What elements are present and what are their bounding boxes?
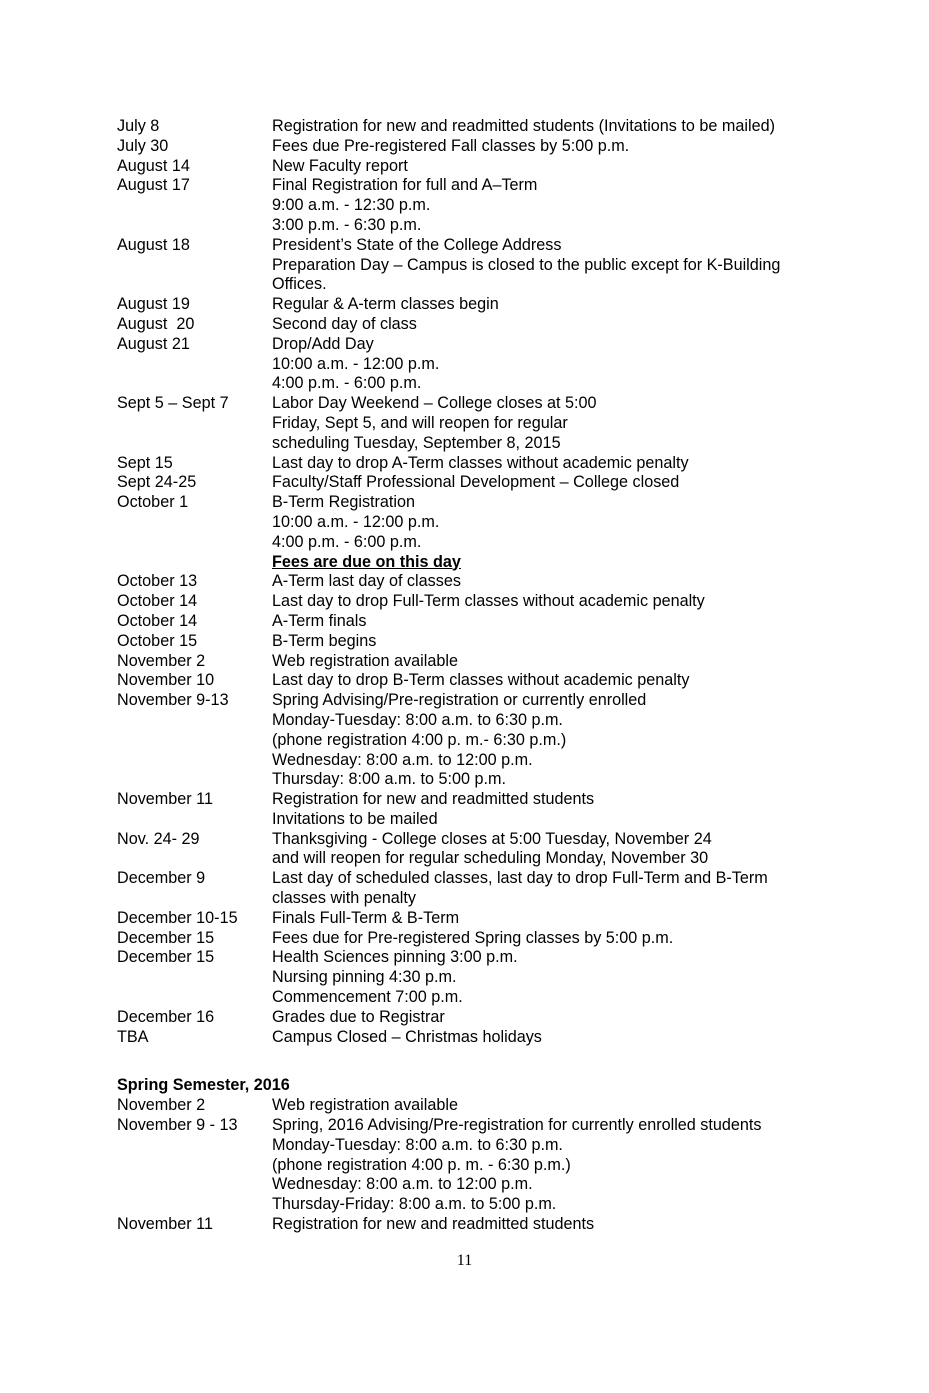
schedule-description bbox=[272, 1028, 837, 1048]
description-line: Thanksgiving - College closes at 5:00 Tuesday, November 24 bbox=[272, 829, 712, 848]
schedule-date: December 10-15 bbox=[117, 908, 238, 927]
schedule-description bbox=[272, 671, 837, 691]
description-line: Faculty/Staff Professional Development – College closed bbox=[272, 473, 680, 492]
schedule-description bbox=[272, 948, 837, 1007]
description-line: Health Sciences pinning 3:00 p.m. bbox=[272, 948, 518, 967]
schedule-description bbox=[272, 929, 837, 949]
description-line: A-Term last day of classes bbox=[272, 572, 461, 591]
schedule-date: October 14 bbox=[117, 592, 198, 611]
fall-schedule bbox=[117, 117, 837, 1047]
spring-schedule bbox=[117, 1096, 837, 1235]
schedule-date: December 15 bbox=[117, 948, 215, 967]
schedule-description bbox=[272, 236, 837, 295]
schedule-row bbox=[117, 1008, 837, 1028]
schedule-row bbox=[117, 869, 837, 909]
schedule-row bbox=[117, 157, 837, 177]
schedule-date: August 20 bbox=[117, 314, 195, 333]
description-line: 10:00 a.m. - 12:00 p.m. bbox=[272, 354, 440, 373]
schedule-row bbox=[117, 295, 837, 315]
schedule-date: November 10 bbox=[117, 671, 215, 690]
description-line: B-Term Registration bbox=[272, 493, 416, 512]
description-line: Preparation Day – Campus is closed to the public except for K-Building bbox=[272, 255, 781, 274]
description-line: and will reopen for regular scheduling Monday, November 30 bbox=[272, 849, 709, 868]
schedule-row bbox=[117, 315, 837, 335]
description-line: classes with penalty bbox=[272, 889, 416, 908]
schedule-description bbox=[272, 493, 837, 572]
schedule-description bbox=[272, 572, 837, 592]
schedule-description bbox=[272, 830, 837, 870]
schedule-row bbox=[117, 1028, 837, 1048]
schedule-row bbox=[117, 830, 837, 870]
description-line: A-Term finals bbox=[272, 611, 367, 630]
description-line: President’s State of the College Address bbox=[272, 235, 562, 254]
schedule-description bbox=[272, 1215, 837, 1235]
description-line: scheduling Tuesday, September 8, 2015 bbox=[272, 433, 561, 452]
schedule-row bbox=[117, 1215, 837, 1235]
schedule-description bbox=[272, 790, 837, 830]
schedule-date: August 14 bbox=[117, 156, 190, 175]
schedule-row bbox=[117, 473, 837, 493]
description-line: Monday-Tuesday: 8:00 a.m. to 6:30 p.m. bbox=[272, 710, 563, 729]
schedule-row bbox=[117, 691, 837, 790]
description-line: (phone registration 4:00 p. m.- 6:30 p.m.) bbox=[272, 730, 567, 749]
schedule-row bbox=[117, 394, 837, 453]
schedule-row bbox=[117, 1096, 837, 1116]
schedule-description bbox=[272, 295, 837, 315]
schedule-row bbox=[117, 236, 837, 295]
description-line: Wednesday: 8:00 a.m. to 12:00 p.m. bbox=[272, 750, 533, 769]
schedule-date: November 11 bbox=[117, 1215, 213, 1234]
schedule-date: November 2 bbox=[117, 651, 206, 670]
schedule-row bbox=[117, 632, 837, 652]
spring-semester-heading: Spring Semester, 2016 bbox=[117, 1076, 290, 1095]
description-line: Last day of scheduled classes, last day to drop Full-Term and B-Term bbox=[272, 869, 768, 888]
schedule-date: November 9 - 13 bbox=[117, 1116, 238, 1135]
schedule-date: Sept 5 – Sept 7 bbox=[117, 394, 229, 413]
description-line: Last day to drop Full-Term classes without academic penalty bbox=[272, 592, 705, 611]
description-line: New Faculty report bbox=[272, 156, 408, 175]
description-line: 9:00 a.m. - 12:30 p.m. bbox=[272, 196, 431, 215]
description-line: 10:00 a.m. - 12:00 p.m. bbox=[272, 512, 440, 531]
description-line: Registration for new and readmitted students bbox=[272, 1215, 595, 1234]
schedule-row bbox=[117, 335, 837, 394]
schedule-row bbox=[117, 790, 837, 830]
description-line: Monday-Tuesday: 8:00 a.m. to 6:30 p.m. bbox=[272, 1135, 563, 1154]
schedule-description bbox=[272, 869, 837, 909]
schedule-date: Nov. 24- 29 bbox=[117, 829, 200, 848]
schedule-description bbox=[272, 137, 837, 157]
schedule-row bbox=[117, 909, 837, 929]
schedule-date: December 16 bbox=[117, 1007, 215, 1026]
academic-calendar bbox=[117, 117, 837, 1235]
schedule-row bbox=[117, 176, 837, 235]
schedule-date: August 17 bbox=[117, 176, 190, 195]
schedule-row bbox=[117, 652, 837, 672]
schedule-date: August 18 bbox=[117, 235, 190, 254]
schedule-date: Sept 15 bbox=[117, 453, 173, 472]
schedule-description bbox=[272, 1116, 837, 1215]
description-line: Campus Closed – Christmas holidays bbox=[272, 1027, 542, 1046]
description-line: 3:00 p.m. - 6:30 p.m. bbox=[272, 215, 422, 234]
schedule-row bbox=[117, 671, 837, 691]
description-line: Friday, Sept 5, and will reopen for regular bbox=[272, 413, 568, 432]
description-line: Thursday: 8:00 a.m. to 5:00 p.m. bbox=[272, 770, 506, 789]
description-line: Thursday-Friday: 8:00 a.m. to 5:00 p.m. bbox=[272, 1195, 557, 1214]
schedule-description bbox=[272, 157, 837, 177]
description-line: Commencement 7:00 p.m. bbox=[272, 988, 463, 1007]
schedule-date: November 11 bbox=[117, 790, 213, 809]
description-line: Spring Advising/Pre-registration or currently enrolled bbox=[272, 691, 647, 710]
page-number: 11 bbox=[456, 1252, 473, 1269]
description-line: Offices. bbox=[272, 275, 327, 294]
description-line: Last day to drop A-Term classes without academic penalty bbox=[272, 453, 689, 472]
description-line: Grades due to Registrar bbox=[272, 1007, 445, 1026]
description-line: Finals Full-Term & B-Term bbox=[272, 908, 460, 927]
schedule-date: July 30 bbox=[117, 136, 169, 155]
fees-due-notice: Fees are due on this day bbox=[272, 552, 461, 571]
schedule-description bbox=[272, 473, 837, 493]
schedule-date: Sept 24-25 bbox=[117, 473, 197, 492]
description-line: Nursing pinning 4:30 p.m. bbox=[272, 968, 457, 987]
description-line: 4:00 p.m. - 6:00 p.m. bbox=[272, 374, 422, 393]
description-line: Fees due for Pre-registered Spring classes by 5:00 p.m. bbox=[272, 928, 674, 947]
schedule-row bbox=[117, 929, 837, 949]
schedule-description bbox=[272, 335, 837, 394]
description-line: Regular & A-term classes begin bbox=[272, 295, 499, 314]
schedule-row bbox=[117, 948, 837, 1007]
schedule-row bbox=[117, 137, 837, 157]
schedule-description bbox=[272, 652, 837, 672]
description-line: Drop/Add Day bbox=[272, 334, 374, 353]
description-line: Final Registration for full and A–Term bbox=[272, 176, 538, 195]
description-line: (phone registration 4:00 p. m. - 6:30 p.m.) bbox=[272, 1155, 571, 1174]
description-line: Wednesday: 8:00 a.m. to 12:00 p.m. bbox=[272, 1175, 533, 1194]
description-line: Registration for new and readmitted students bbox=[272, 790, 595, 809]
description-line: Web registration available bbox=[272, 651, 458, 670]
schedule-row bbox=[117, 592, 837, 612]
schedule-description bbox=[272, 612, 837, 632]
schedule-date: August 21 bbox=[117, 334, 190, 353]
schedule-date: October 1 bbox=[117, 493, 189, 512]
schedule-date: July 8 bbox=[117, 117, 160, 135]
description-line: Labor Day Weekend – College closes at 5:00 bbox=[272, 394, 597, 413]
description-line: Web registration available bbox=[272, 1096, 458, 1115]
schedule-description bbox=[272, 315, 837, 335]
schedule-description bbox=[272, 117, 837, 137]
schedule-date: August 19 bbox=[117, 295, 190, 314]
schedule-date: October 13 bbox=[117, 572, 198, 591]
description-line: Fees due Pre-registered Fall classes by 5:00 p.m. bbox=[272, 136, 630, 155]
schedule-date: November 9-13 bbox=[117, 691, 229, 710]
schedule-row bbox=[117, 612, 837, 632]
description-line: 4:00 p.m. - 6:00 p.m. bbox=[272, 532, 422, 551]
schedule-row bbox=[117, 454, 837, 474]
schedule-date: November 2 bbox=[117, 1096, 206, 1115]
description-line: B-Term begins bbox=[272, 631, 377, 650]
schedule-date: TBA bbox=[117, 1027, 149, 1046]
schedule-description bbox=[272, 394, 837, 453]
schedule-date: October 14 bbox=[117, 611, 198, 630]
description-line: Registration for new and readmitted students (Invitations to be mailed) bbox=[272, 117, 775, 135]
schedule-row bbox=[117, 493, 837, 572]
schedule-description bbox=[272, 1096, 837, 1116]
schedule-description bbox=[272, 632, 837, 652]
description-line: Second day of class bbox=[272, 314, 417, 333]
schedule-row bbox=[117, 1116, 837, 1215]
description-line: Last day to drop B-Term classes without academic penalty bbox=[272, 671, 690, 690]
schedule-description bbox=[272, 1008, 837, 1028]
schedule-row bbox=[117, 572, 837, 592]
description-line: Spring, 2016 Advising/Pre-registration for currently enrolled students bbox=[272, 1116, 762, 1135]
schedule-date: October 15 bbox=[117, 631, 198, 650]
schedule-description bbox=[272, 176, 837, 235]
schedule-description bbox=[272, 592, 837, 612]
schedule-date: December 9 bbox=[117, 869, 206, 888]
schedule-description bbox=[272, 691, 837, 790]
description-line: Invitations to be mailed bbox=[272, 809, 438, 828]
schedule-description bbox=[272, 454, 837, 474]
schedule-description bbox=[272, 909, 837, 929]
schedule-row bbox=[117, 117, 837, 137]
schedule-date: December 15 bbox=[117, 928, 215, 947]
